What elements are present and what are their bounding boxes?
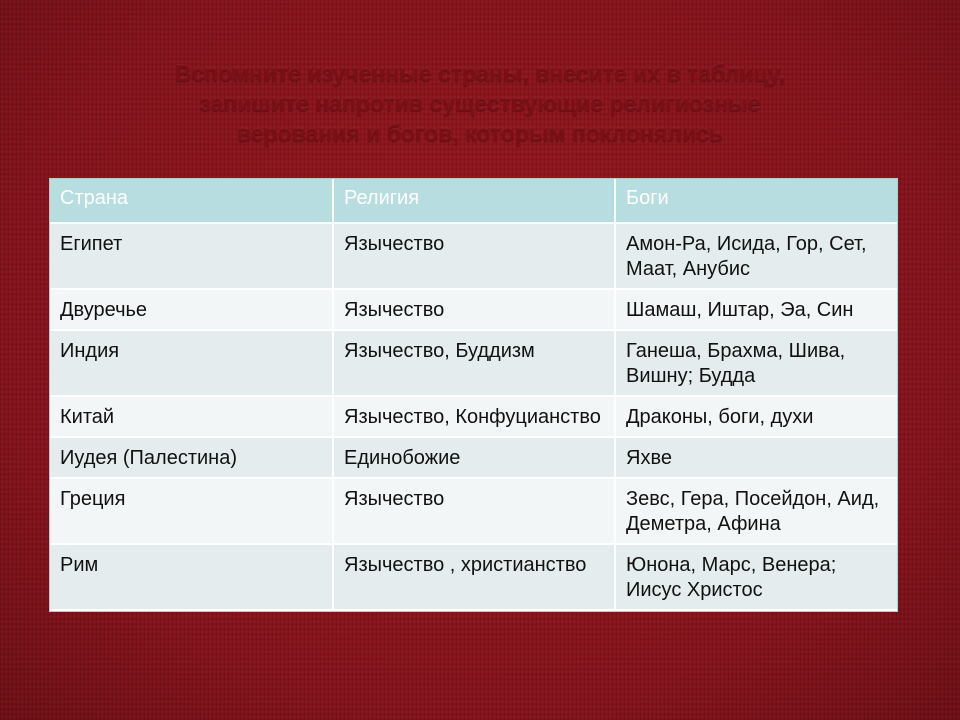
cell-gods: Яхве [615,437,897,478]
table-row [50,437,897,478]
slide-title-line-2: запишите напротив существующие религиозные [199,90,761,116]
cell-country: Индия [50,330,333,396]
cell-religion: Язычество, Буддизм [333,330,615,396]
cell-country: Египет [50,223,333,289]
header-country: Страна [50,179,333,223]
slide-title-line-1: Вспомните изученные страны, внесите их в таблицу, [174,60,786,86]
cell-religion: Язычество [333,289,615,330]
header-gods: Боги [615,179,897,223]
cell-country: Иудея (Палестина) [50,437,333,478]
cell-country: Китай [50,396,333,437]
table-row [50,396,897,437]
cell-gods: Ганеша, Брахма, Шива, Вишну; Будда [615,330,897,396]
religions-table [49,178,898,612]
table-header-row [50,179,897,223]
cell-religion: Язычество, Конфуцианство [333,396,615,437]
cell-gods: Драконы, боги, духи [615,396,897,437]
cell-gods: Юнона, Марс, Венера; Иисус Христос [615,544,897,610]
table-row [50,330,897,396]
cell-country: Двуречье [50,289,333,330]
cell-country: Греция [50,478,333,544]
cell-religion: Язычество [333,478,615,544]
cell-gods: Шамаш, Иштар, Эа, Син [615,289,897,330]
table-row [50,478,897,544]
cell-country: Рим [50,544,333,610]
header-religion: Религия [333,179,615,223]
cell-religion: Язычество , христианство [333,544,615,610]
slide-title-line-3: верования и богов, которым поклонялись [236,120,724,146]
table-row [50,544,897,610]
table-row [50,289,897,330]
cell-religion: Язычество [333,223,615,289]
cell-gods: Зевс, Гера, Посейдон, Аид, Деметра, Афина [615,478,897,544]
cell-gods: Амон-Ра, Исида, Гор, Сет, Маат, Анубис [615,223,897,289]
slide-title [120,58,840,148]
table-row [50,223,897,289]
cell-religion: Единобожие [333,437,615,478]
